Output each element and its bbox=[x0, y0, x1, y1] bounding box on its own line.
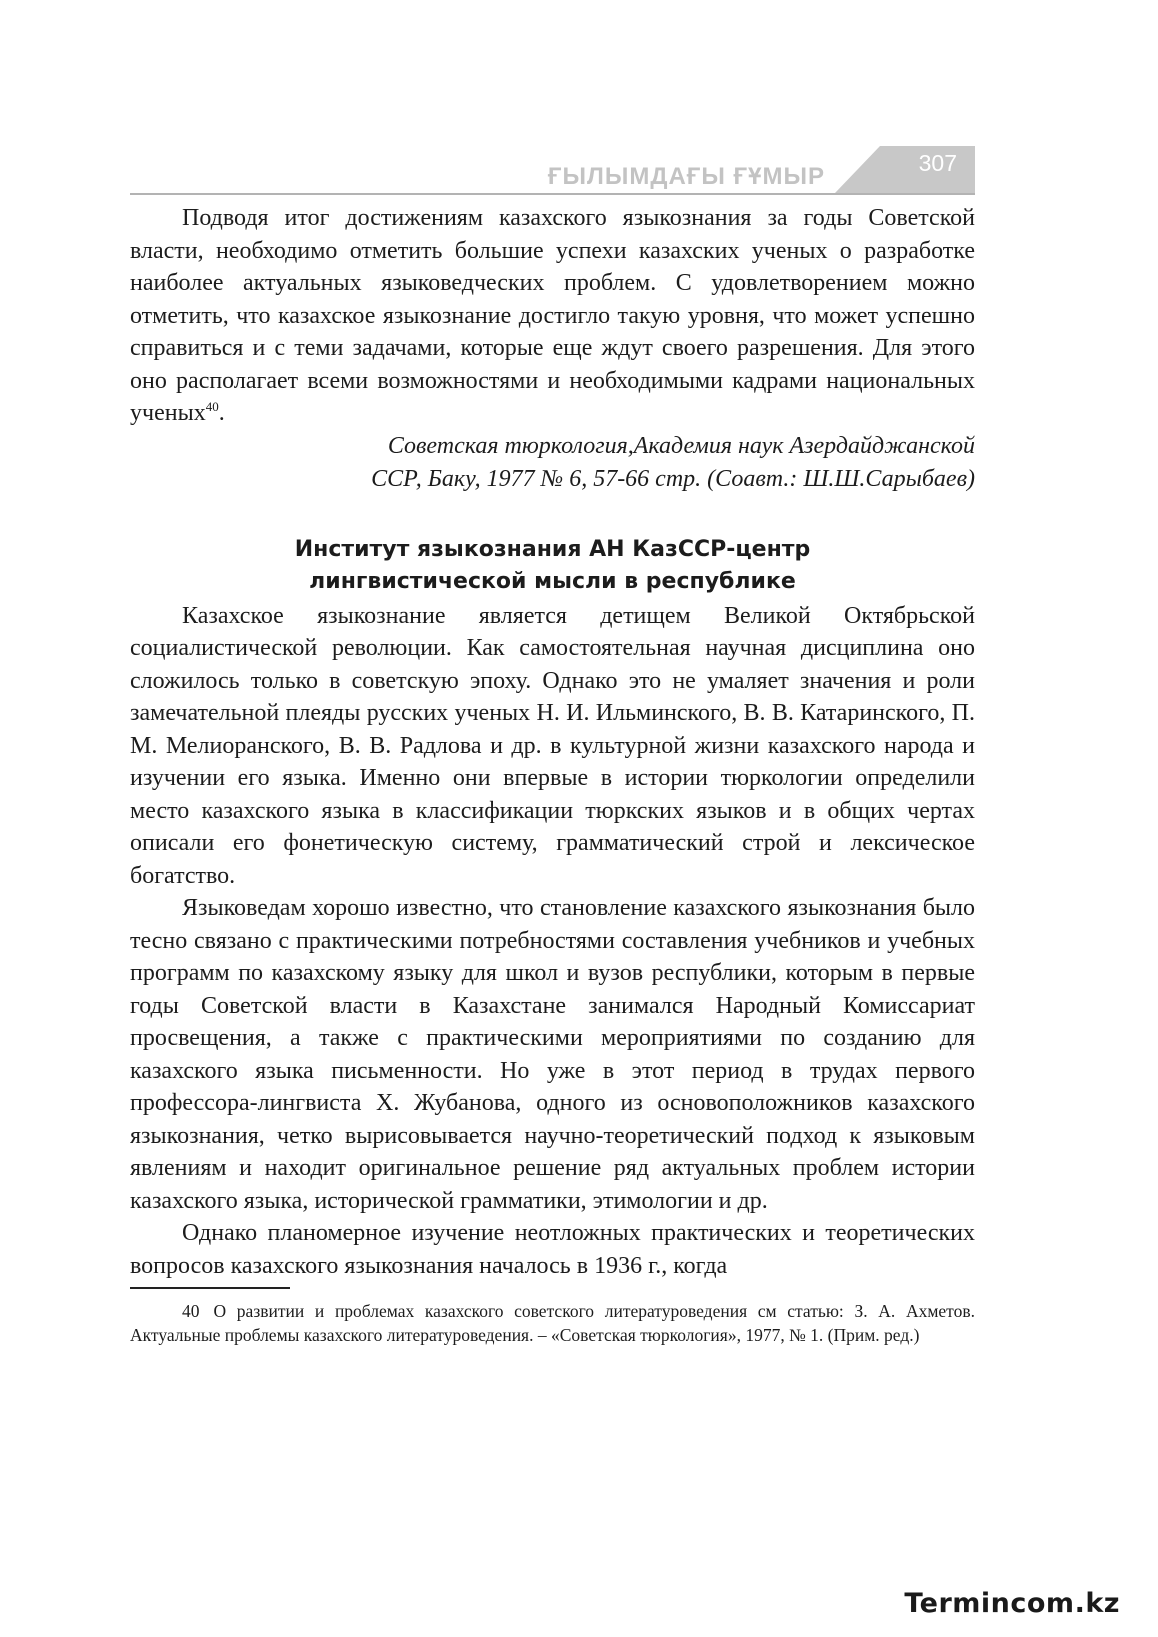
header-rule bbox=[130, 193, 975, 195]
site-watermark-logo: Termincom.kz bbox=[904, 1588, 1120, 1619]
section-title-line-2: лингвистической мысли в республике bbox=[309, 568, 796, 594]
footnote-text: О развитии и проблемах казахского советского литературоведения см статью: З. А. Ахметов. Актуальные проблемы казахского литературоведения. – «Советская тюркология», 1977, № 1. (Прим. ред.) bbox=[130, 1301, 975, 1345]
running-header bbox=[130, 146, 975, 196]
section-title bbox=[130, 534, 975, 598]
intro-text: Подводя итог достижениям казахского языкознания за годы Советской власти, необходимо отметить большие успехи казахских ученых о разработке наиболее актуальных языковедческих проблем. С удовлетворением можно отметить, что казахское языкознание достигло такую уровня, что может успешно справиться и с теми задачами, которые еще ждут своего разрешения. Для этого оно располагает всеми возможностями и необходимыми кадрами национальных ученых bbox=[130, 205, 975, 426]
citation-line-2: ССР, Баку, 1977 № 6, 57-66 стр. (Соавт.: Ш.Ш.Сарыбаев) bbox=[371, 465, 975, 492]
section-title-line-1: Институт языкознания АН КазССР-центр bbox=[294, 536, 811, 562]
body-paragraph-1: Казахское языкознание является детищем Великой Октябрьской социалистической революции. Как самостоятельная научная дисциплина оно сложилось только в советскую эпоху. Однако это не умаляет значения и роли замечательной плеяды русских ученых Н. И. Ильминского, В. В. Катаринского, П. М. Мелиоранского, В. В. Радлова и др. в культурной жизни казахского народа и изучении его языка. Именно они впервые в истории тюркологии определили место казахского языка в классификации тюркских языков и в общих чертах описали его фонетическую систему, грамматический строй и лексическое богатство. bbox=[130, 602, 975, 889]
citation-line-1: Советская тюркология,Академия наук Азердайджанской bbox=[387, 432, 975, 459]
footnote-number: 40 bbox=[182, 1301, 200, 1321]
body-paragraph-2: Языковедам хорошо известно, что становление казахского языкознания было тесно связано с практическими потребностями составления учебников и учебных программ по казахскому языку для школ и вузов республики, которым в первые годы Советской власти в Казахстане занимался Народный Комиссариат просвещения, а также с практическими мероприятиями по созданию для казахского языка письменности. Но уже в этот период в трудах первого профессора-лингвиста Х. Жубанова, одного из основоположников казахского языкознания, четко вырисовывается научно-теоретический подход к языковым явлениям и находит оригинальное решение ряд актуальных проблем истории казахского языка, исторической грамматики, этимологии и др. bbox=[130, 895, 975, 1214]
footnote-divider bbox=[130, 1287, 290, 1289]
intro-paragraph bbox=[130, 202, 975, 430]
footnote bbox=[130, 1299, 975, 1347]
page-content bbox=[130, 202, 975, 1347]
page-number-tab bbox=[835, 146, 975, 193]
intro-end: . bbox=[218, 400, 225, 426]
body-paragraph-3: Однако планомерное изучение неотложных практических и теоретических вопросов казахского языкознания началось в 1936 г., когда bbox=[130, 1220, 975, 1279]
footnote-reference[interactable]: 40 bbox=[205, 399, 219, 414]
citation-block bbox=[130, 430, 975, 496]
page-number: 307 bbox=[918, 150, 957, 176]
running-title: ҒЫЛЫМДАҒЫ ҒҰМЫР bbox=[547, 163, 825, 190]
